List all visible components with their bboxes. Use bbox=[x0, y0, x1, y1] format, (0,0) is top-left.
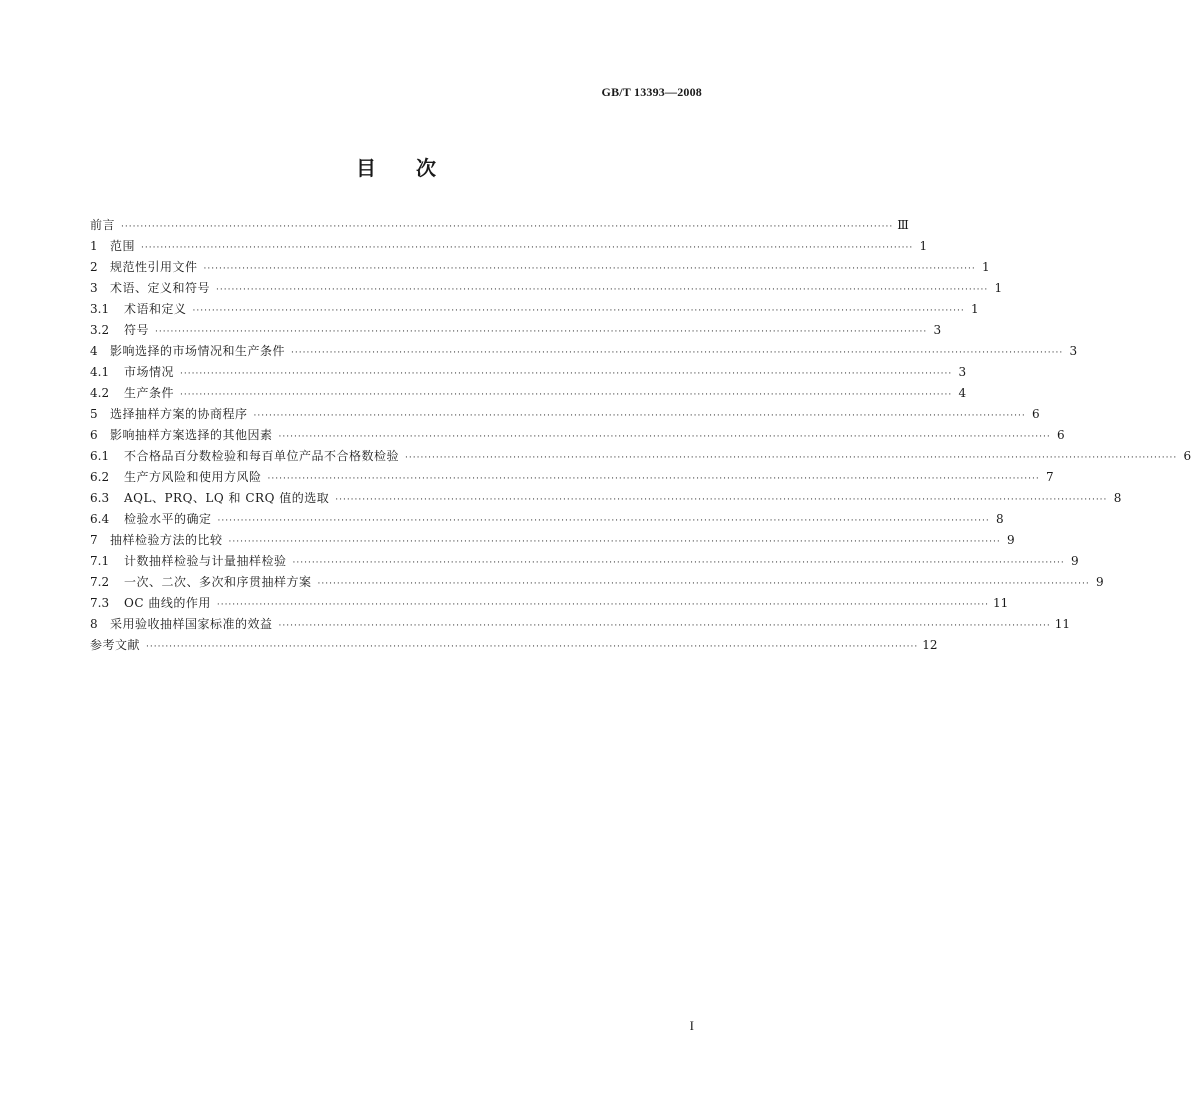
toc-section-number: 8 bbox=[90, 617, 98, 631]
toc-section-title: 规范性引用文件 bbox=[110, 260, 198, 274]
toc-leader-dots: ········································································································································································································ bbox=[155, 327, 928, 337]
toc-leader-dots: ········································································································································································································ bbox=[335, 495, 1108, 505]
toc-leader-dots: ········································································································································································································ bbox=[192, 306, 965, 316]
toc-page-number: 1 bbox=[919, 239, 928, 253]
toc-leader-dots: ········································································································································································································ bbox=[180, 369, 953, 379]
toc-section-number: 7.2 bbox=[90, 575, 110, 589]
toc-row[interactable] bbox=[90, 446, 1191, 467]
toc-section-title: 采用验收抽样国家标准的效益 bbox=[110, 617, 273, 631]
toc-section-number: 3.1 bbox=[90, 302, 110, 316]
toc-section-number: 6.4 bbox=[90, 512, 110, 526]
toc-section-title: 参考文献 bbox=[90, 638, 141, 652]
table-of-contents bbox=[90, 215, 1191, 656]
toc-leader-dots: ········································································································································································································ bbox=[253, 411, 1026, 421]
toc-page-number: 9 bbox=[1096, 575, 1104, 589]
toc-section-title: 影响选择的市场情况和生产条件 bbox=[110, 344, 286, 358]
toc-section-title: 抽样检验方法的比较 bbox=[110, 533, 223, 547]
toc-page-number: 6 bbox=[1057, 428, 1065, 442]
toc-row[interactable] bbox=[90, 488, 1122, 509]
toc-section-title: OC 曲线的作用 bbox=[124, 596, 211, 610]
toc-leader-dots: ········································································································································································································ bbox=[228, 537, 1001, 547]
toc-section-number: 3.2 bbox=[90, 323, 110, 337]
toc-section-number: 6.3 bbox=[90, 491, 110, 505]
toc-leader-dots: ········································································································································································································ bbox=[121, 222, 894, 232]
toc-section-number: 6.2 bbox=[90, 470, 110, 484]
toc-leader-dots: ········································································································································································································ bbox=[180, 390, 953, 400]
toc-section-number: 7.3 bbox=[90, 596, 110, 610]
toc-section-number: 4 bbox=[90, 344, 98, 358]
toc-page-number: 4 bbox=[958, 386, 967, 400]
toc-page-number: 11 bbox=[1054, 617, 1070, 631]
toc-section-title: 生产方风险和使用方风险 bbox=[124, 470, 262, 484]
toc-section-title: 影响抽样方案选择的其他因素 bbox=[110, 428, 273, 442]
toc-leader-dots: ········································································································································································································ bbox=[267, 474, 1040, 484]
toc-page-number: 6 bbox=[1032, 407, 1040, 421]
page-folio: I bbox=[689, 1018, 694, 1033]
toc-row[interactable] bbox=[90, 530, 1015, 551]
toc-section-number: 1 bbox=[90, 239, 98, 253]
toc-leader-dots: ········································································································································································································ bbox=[291, 348, 1064, 358]
toc-page-number: Ⅲ bbox=[897, 218, 909, 232]
toc-section-number: 6.1 bbox=[90, 449, 110, 463]
standard-code: GB/T 13393—2008 bbox=[601, 85, 702, 99]
toc-section-number: 4.1 bbox=[90, 365, 110, 379]
toc-section-title: 不合格品百分数检验和每百单位产品不合格数检验 bbox=[124, 449, 400, 463]
toc-section-number: 7 bbox=[90, 533, 98, 547]
toc-leader-dots: ········································································································································································································ bbox=[146, 642, 919, 652]
toc-section-number: 3 bbox=[90, 281, 98, 295]
toc-section-title: 符号 bbox=[124, 323, 150, 337]
toc-section-title: AQL、PRQ、LQ 和 CRQ 值的选取 bbox=[124, 491, 330, 505]
toc-section-title: 范围 bbox=[110, 239, 136, 253]
toc-page-number: 7 bbox=[1046, 470, 1054, 484]
toc-page-number: 8 bbox=[1113, 491, 1122, 505]
toc-row[interactable] bbox=[90, 572, 1104, 593]
toc-section-title: 选择抽样方案的协商程序 bbox=[110, 407, 248, 421]
toc-leader-dots: ········································································································································································································ bbox=[203, 264, 976, 274]
toc-leader-dots: ········································································································································································································ bbox=[317, 579, 1090, 589]
toc-page-number: 9 bbox=[1071, 554, 1079, 568]
toc-page-number: 1 bbox=[982, 260, 990, 274]
toc-section-number: 2 bbox=[90, 260, 98, 274]
toc-section-title: 术语、定义和符号 bbox=[110, 281, 211, 295]
toc-row[interactable] bbox=[90, 383, 967, 404]
toc-section-number: 7.1 bbox=[90, 554, 110, 568]
toc-row[interactable] bbox=[90, 257, 990, 278]
toc-section-title: 一次、二次、多次和序贯抽样方案 bbox=[124, 575, 312, 589]
toc-leader-dots: ········································································································································································································ bbox=[141, 243, 914, 253]
toc-page-number: 6 bbox=[1183, 449, 1191, 463]
toc-page-number: 3 bbox=[1069, 344, 1078, 358]
toc-row[interactable] bbox=[90, 215, 909, 236]
toc-page-number: 1 bbox=[994, 281, 1003, 295]
toc-row[interactable] bbox=[90, 551, 1079, 572]
toc-leader-dots: ········································································································································································································ bbox=[216, 600, 990, 610]
toc-row[interactable] bbox=[90, 404, 1040, 425]
toc-leader-dots: ········································································································································································································ bbox=[278, 621, 1051, 631]
toc-page-number: 3 bbox=[958, 365, 967, 379]
toc-section-title: 术语和定义 bbox=[124, 302, 187, 316]
toc-leader-dots: ········································································································································································································ bbox=[292, 558, 1065, 568]
toc-row[interactable] bbox=[90, 299, 979, 320]
toc-row[interactable] bbox=[90, 509, 1004, 530]
toc-section-title: 前言 bbox=[90, 218, 116, 232]
toc-row[interactable] bbox=[90, 614, 1070, 635]
toc-page-number: 3 bbox=[933, 323, 942, 337]
toc-leader-dots: ········································································································································································································ bbox=[405, 453, 1178, 463]
toc-row[interactable] bbox=[90, 635, 938, 656]
toc-row[interactable] bbox=[90, 425, 1065, 446]
toc-page-number: 1 bbox=[971, 302, 979, 316]
toc-section-number: 6 bbox=[90, 428, 98, 442]
toc-leader-dots: ········································································································································································································ bbox=[278, 432, 1051, 442]
toc-row[interactable] bbox=[90, 467, 1054, 488]
toc-section-title: 市场情况 bbox=[124, 365, 175, 379]
toc-page-number: 11 bbox=[993, 596, 1009, 610]
toc-section-number: 5 bbox=[90, 407, 98, 421]
toc-page-number: 12 bbox=[922, 638, 938, 652]
toc-row[interactable] bbox=[90, 362, 967, 383]
toc-page-number: 9 bbox=[1007, 533, 1015, 547]
toc-leader-dots: ········································································································································································································ bbox=[217, 516, 990, 526]
toc-row[interactable] bbox=[90, 593, 1009, 614]
toc-section-title: 计数抽样检验与计量抽样检验 bbox=[124, 554, 287, 568]
toc-row[interactable] bbox=[90, 341, 1078, 362]
toc-leader-dots: ········································································································································································································ bbox=[216, 285, 989, 295]
toc-section-number: 4.2 bbox=[90, 386, 110, 400]
toc-section-title: 检验水平的确定 bbox=[124, 512, 212, 526]
toc-row[interactable] bbox=[90, 278, 1003, 299]
toc-page-number: 8 bbox=[996, 512, 1004, 526]
toc-row[interactable] bbox=[90, 320, 942, 341]
toc-row[interactable] bbox=[90, 236, 928, 257]
toc-section-title: 生产条件 bbox=[124, 386, 175, 400]
page-title: 目 次 bbox=[356, 156, 436, 180]
